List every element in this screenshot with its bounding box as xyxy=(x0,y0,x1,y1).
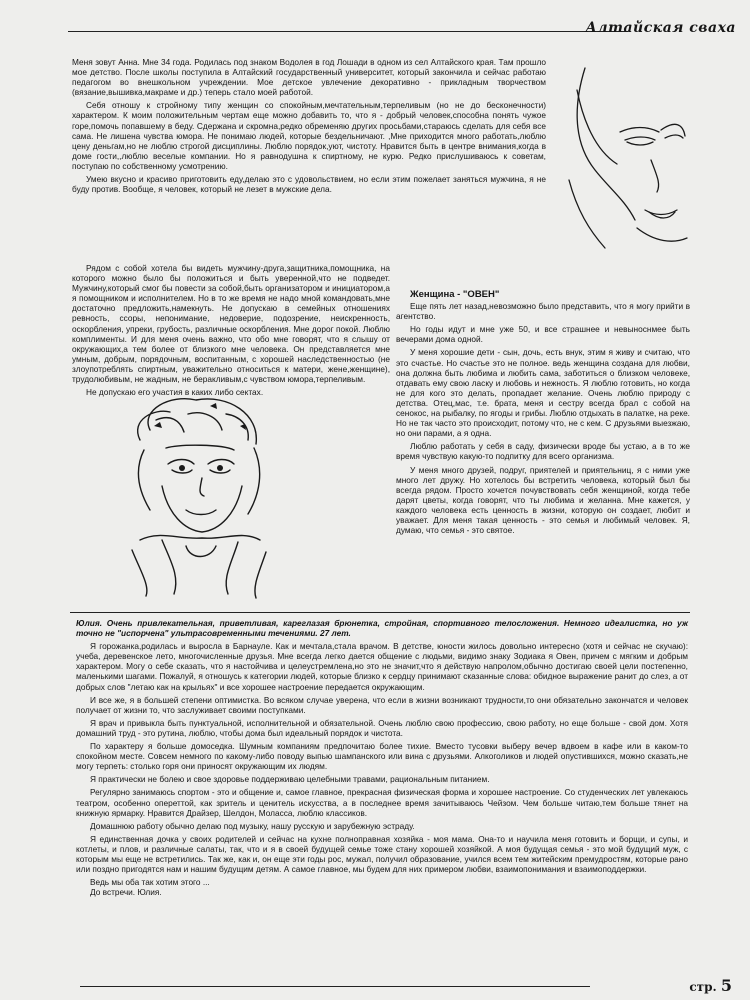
paragraph: Не допускаю его участия в каких либо сектах. xyxy=(86,387,264,398)
paragraph: И все же, я в большей степени оптимистка. Во всяком случае уверена, что если в жизни возникают трудности,то они обязательно закончатся и человек получает от жизни то, что заслуживает своими поступками. xyxy=(76,694,688,715)
section-divider xyxy=(70,612,690,613)
paragraph: Себя отношу к стройному типу женщин со спокойным,мечтательным,терпеливым (но не до бесконечности) характером. К моим положительным чертам еще можно добавить то, что я - добрый человек,способна понять чужое горе,помочь попавшему в беду. Сдержана и скромна,редко обременяю других просьбами,стараюсь сделать для себя все сама. Не лишена чувства юмора. Не понимаю людей, которые бездельничают. ,Мне приходится много работать,люблю цену деньгам,но не люблю строгой дисциплины. Люблю порядок,уют, чистоту. Нравится быть в центре внимания,когда в доме гости,,люблю веселые компании. Но я равнодушна к спиртному, не курю. Редко прислушиваюсь к советам, поступаю по собственному усмотрению. xyxy=(72,100,546,171)
paragraph: Я единственная дочка у своих родителей и сейчас на кухне полноправная хозяйка - моя мама. Она-то и научила меня готовить и борщи, и супы, и котлеты, и плов, и различные салаты, так, что и я в своей будущей семье тоже стану хорошей хозяйкой. А моя будущая семья - это мой будущий муж, с которым мы еще не встретились. Так же, как и, он еще эти годы рос, мужал, получил образование, учился всем тем житейским премудростям, которые рано или поздно пригодятся нам и нашим будущим детям. А самое главное, мы будем для них примером любви, взаимопонимания и взаимоподдержки. xyxy=(76,833,688,875)
paragraph: Я практически не болею и свое здоровье поддерживаю целебными травами, рациональным питанием. xyxy=(90,774,490,785)
article-anna-intro xyxy=(72,57,546,197)
paragraph: Регулярно занимаюсь спортом - это и общение и, самое главное, прекрасная физическая форма и хорошее настроение. Со студенческих лет увлекаюсь театром, особенно опереттой, как зритель и ценитель искусства, а в последнее время зачитываюсь Чейзом. Чем больше читаю,тем больше тянет на книжную ярмарку. Нравится Драйзер, Шелдон, Моласса, люблю классиков. xyxy=(76,787,688,818)
article-lead: Юлия. Очень привлекательная, приветливая, кареглазая брюнетка, стройная, спортивного телосложения. Немного идеалистка, но уж точно не "испорчена" ультрасовременными течениями. 27 лет. xyxy=(76,618,688,639)
girl-sketch-illustration xyxy=(110,390,280,600)
page-label: стр. xyxy=(689,980,717,994)
masthead-title: Алтайская сваха xyxy=(585,20,736,36)
paragraph: Умею вкусно и красиво приготовить еду,делаю это с удовольствием, но если этим пожелает заняться мужчина, я не буду против. Вообще, я человек, который не лезет в мужские дела. xyxy=(72,174,546,195)
paragraph: Люблю работать у себя в саду, физически вроде бы устаю, а в то же время чувствую какую-то подпитку для всего организма. xyxy=(396,441,690,462)
paragraph: У меня хорошие дети - сын, дочь, есть внук, этим я живу и считаю, что это счастье. Но счастье это не полное. ведь женщина создана для любви, она должна быть любима и любить сама, заботиться о близком человеке, отдавать ему свою ласку и любовь и нежность. Я люблю готовить, но когда не для кого это делать, пропадает желание. Очень люблю природу с детства. Отец,мас, т.е. брата, меня и сестру всегда брал с собой на сенокос, на рыбалку, по ягоды и грибы. Люблю отдыхать в палатке, на реке. Но не так часто это происходит, потому что, не с кем. С друзьями выезжаю, но они парами, а я одна. xyxy=(396,347,690,439)
page-number-value: 5 xyxy=(720,976,732,995)
footer-rule xyxy=(80,986,590,987)
paragraph: Меня зовут Анна. Мне 34 года. Родилась под знаком Водолея в год Лошади в одном из сел Алтайского края. Там прошло мое детство. После школы поступила в Алтайский государственный университет, который закончила и сейчас работаю педагогом во внешкольном учреждении. Мое детское увлечение декоративно - прикладным творчеством (вязание,вышивка,макраме и др.) теперь стало моей работой. xyxy=(72,57,546,98)
article-heading: Женщина - "ОВЕН" xyxy=(410,289,500,300)
page-number xyxy=(689,976,732,995)
paragraph: По характеру я больше домоседка. Шумным компаниям предпочитаю более тихие. Вместо тусовки выберу вечер вдвоем в кафе или в каком-то спокойном месте. Совсем немного по какому-либо поводу выпью шампанского или вина с друзьями. Алкоголиков и людей опустившихся, можно сказать,не могу терпеть: столько горя они приносят окружающим их людям. xyxy=(76,741,688,772)
article-oven xyxy=(396,290,690,538)
paragraph: Рядом с собой хотела бы видеть мужчину-друга,защитника,помощника, на которого можно было бы положиться и быть уверенной,что не подведет. Мужчину,который смог бы повести за собой,быть организатором и инициатором,а я помощником и исполнителем. Но в то же время не надо мной командовать,мне достаточно предложить,намекнуть. Не допускаю в семейных отношениях ревность, ссоры, непонимание, недоверие, подозрение, неискренность, оскорбления, упреки, грубость, различные оскорбления. Мне дорог покой. Люблю комплименты. И для меня очень важно, что обо мне говорят, что я слышу от окружающих,а тем более от близкого мне человека. Он представляется мне умным, добрым, порядочным, воспитанным, с хорошей наследственностью (не злоупотреблять спиртным, уважительно относиться к матери, жене,женщине), трудолюбивым, не жадным, не беракливым,с чувством юмора,терпеливым. xyxy=(72,263,390,385)
masthead-rule xyxy=(68,31,628,32)
article-anna-wishes xyxy=(72,263,390,400)
face-sketch-illustration xyxy=(565,60,690,250)
paragraph: Я горожанка,родилась и выросла в Барнауле. Как и мечтала,стала врачом. В детстве, юности жилось довольно интересно (хотя и сейчас не скучаю): учеба, деревенское лето, многочисленные друзья. Мне всегда легко дается общение с людьми, видимо знаку Зодиака я Овен, причем с мягким и добрым характером. Могу о себе сказать, что я настойчива и целеустремлена,но это не значит,что я действую напролом,обычно достигаю своей цели постепенно, маленькими шагами. Пожалуй, я отношусь к категории людей, которые близко к сердцу принимают сказанные слова: обидное выражение ранит до слез, а от добрых слов "летаю как на крыльях" и все хорошее настроение передается окружающим. xyxy=(76,641,688,692)
signoff-line: Ведь мы оба так хотим этого ... xyxy=(90,877,210,888)
paragraph: Но годы идут и мне уже 50, и все страшнее и невыноснмее быть вечерами дома одной. xyxy=(396,324,690,345)
article-yulia xyxy=(76,618,688,897)
paragraph: Я врач и привыкла быть пунктуальной, исполнительной и обязательной. Очень люблю свою профессию, свою работу, но еще больше - свой дом. Хотя домашний труд - это рутина, люблю, чтобы дома был идеальный порядок и чистота. xyxy=(76,717,688,738)
paragraph: Домашнюю работу обычно делаю под музыку, нашу русскую и зарубежную эстраду. xyxy=(90,820,415,831)
signoff-signature: До встречи. Юлия. xyxy=(90,887,162,898)
paragraph: Еще пять лет назад,невозможно было представить, что я могу прийти в агентство. xyxy=(396,301,690,322)
paragraph: У меня много друзей, подруг, приятелей и приятельниц, я с ними уже много лет дружу. Но хотелось бы встретить человека, который был бы всегда рядом. Просто хочется почувствовать себя женщиной, когда тебе дарят цветы, когда говорят, что ты любима и желанна. Мне кажется, у каждого человека есть ценность в жизни, которую он создает, любит и уважает. Для меня такая ценность - это семья и любимый человек. Я, думаю, что семья - это святое. xyxy=(396,464,690,536)
